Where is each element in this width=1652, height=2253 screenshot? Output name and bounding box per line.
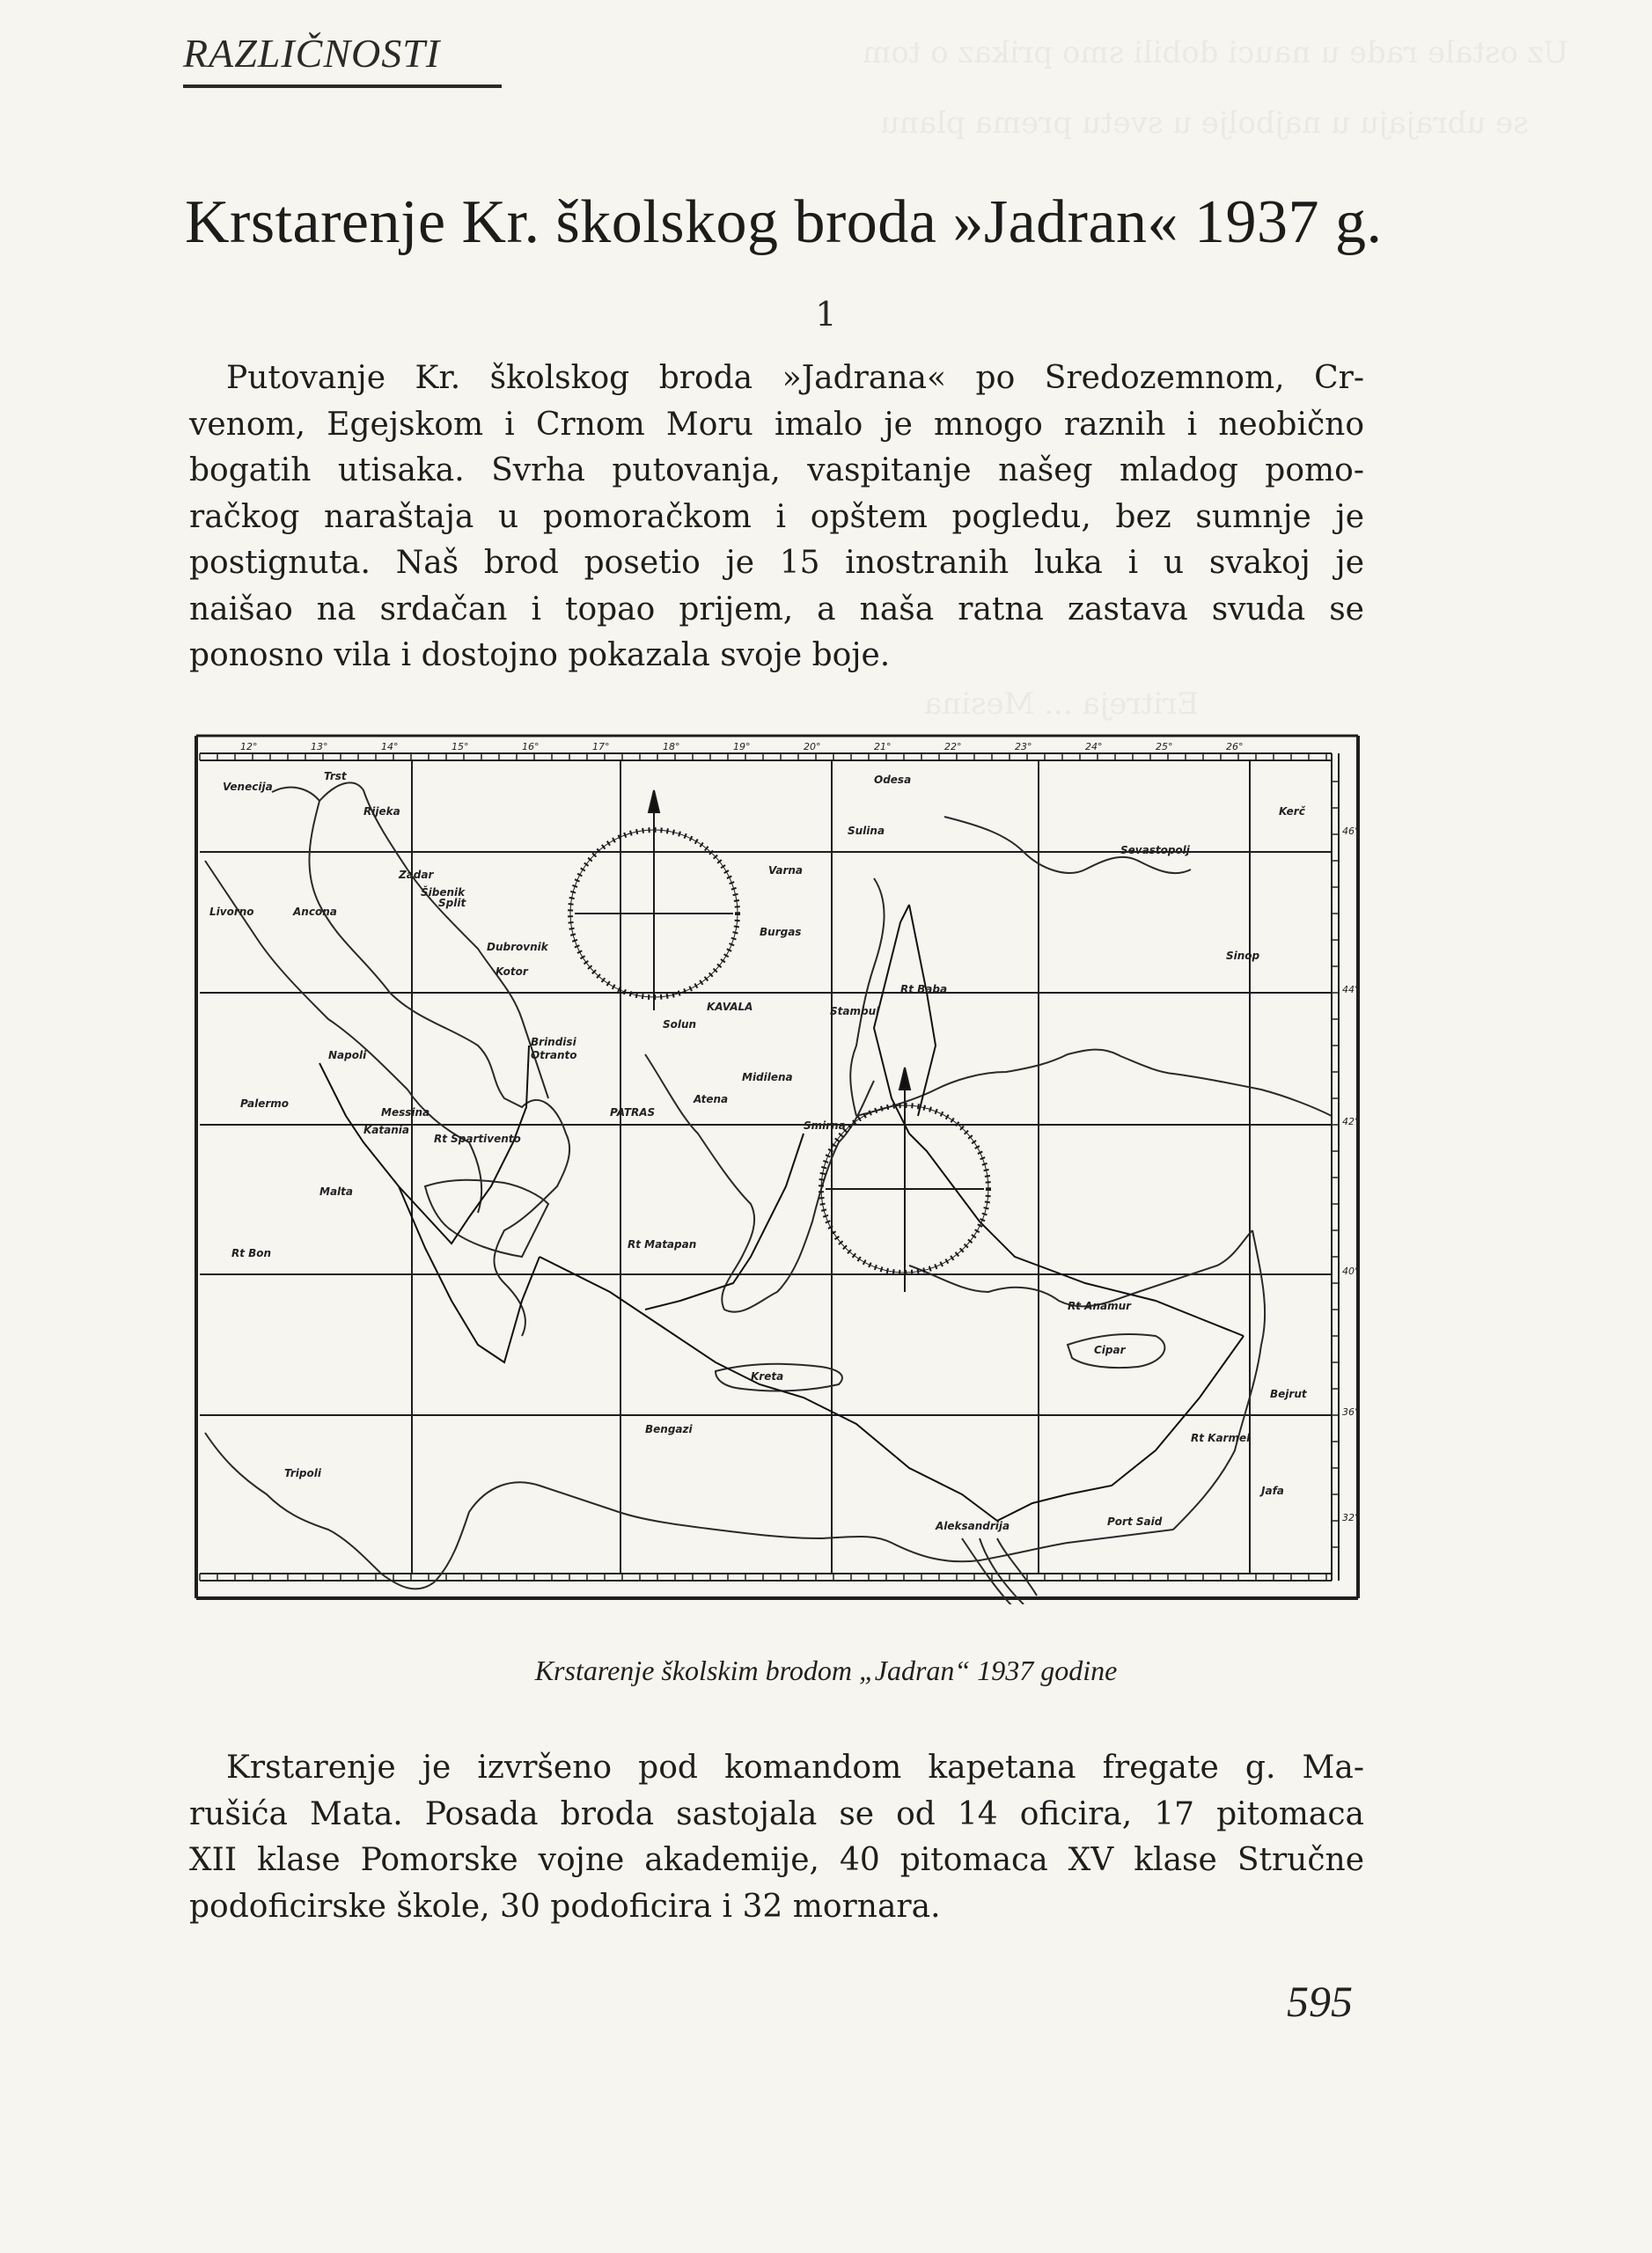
map-label: Venecija bbox=[223, 781, 273, 793]
map-label: Burgas bbox=[760, 926, 802, 938]
map-label: Rijeka bbox=[363, 805, 400, 818]
map-label: Atena bbox=[694, 1093, 729, 1105]
svg-text:13°: 13° bbox=[311, 741, 328, 752]
map-label: Rt Karmel bbox=[1191, 1432, 1251, 1444]
map-label: Rt Bon bbox=[231, 1247, 272, 1259]
svg-text:22°: 22° bbox=[944, 741, 962, 752]
text-line: Krstarenje je izvršeno pod komandom kapetana fregate g. Ma- bbox=[226, 1750, 1364, 1786]
map-label: Rt Baba bbox=[900, 983, 948, 995]
map-label: Sevastopolj bbox=[1120, 844, 1190, 856]
svg-text:17°: 17° bbox=[592, 741, 610, 752]
svg-text:15°: 15° bbox=[452, 741, 469, 752]
map-label: Split bbox=[438, 897, 466, 909]
page-number: 595 bbox=[1287, 1977, 1353, 2026]
svg-text:44°: 44° bbox=[1342, 984, 1360, 995]
svg-text:21°: 21° bbox=[874, 741, 892, 752]
map-label: Aleksandrija bbox=[936, 1520, 1010, 1532]
bleed-through-text bbox=[924, 686, 1199, 722]
text-line: podoficirske škole, 30 podoficira i 32 mornara. bbox=[189, 1888, 941, 1925]
svg-text:26°: 26° bbox=[1226, 741, 1244, 752]
map-label: Brindisi bbox=[531, 1036, 576, 1048]
map-label: Odesa bbox=[874, 774, 912, 786]
svg-text:20°: 20° bbox=[804, 741, 821, 752]
svg-text:46°: 46° bbox=[1342, 826, 1360, 837]
svg-text:25°: 25° bbox=[1156, 741, 1173, 752]
map-label: Dubrovnik bbox=[487, 941, 548, 953]
map-label: Palermo bbox=[240, 1097, 290, 1110]
map-label: Cipar bbox=[1094, 1344, 1126, 1356]
map-label: Rt Anamur bbox=[1068, 1300, 1132, 1312]
bleed-through-text bbox=[880, 106, 1529, 141]
map-label: Solun bbox=[663, 1018, 697, 1031]
map-label: Napoli bbox=[328, 1049, 367, 1061]
figure-caption: Krstarenje školskim brodom „Jadran“ 1937 godine bbox=[534, 1655, 1118, 1686]
map-label: Zadar bbox=[399, 869, 434, 881]
svg-text:24°: 24° bbox=[1085, 741, 1103, 752]
text-line: račkog naraštaja u pomoračkom i opštem pogledu, bez sumnje je bbox=[189, 498, 1364, 535]
svg-text:14°: 14° bbox=[381, 741, 399, 752]
map-label: Sinop bbox=[1226, 950, 1260, 962]
article-title: Krstarenje Kr. školskog broda »Jadran« 1937 g. bbox=[185, 188, 1383, 256]
section-header-underline bbox=[183, 84, 502, 88]
map-label: Malta bbox=[319, 1185, 353, 1198]
map-label: Bengazi bbox=[645, 1423, 693, 1435]
map-label: Port Said bbox=[1107, 1515, 1163, 1528]
svg-text:23°: 23° bbox=[1015, 741, 1032, 752]
route-map-figure bbox=[187, 729, 1363, 1604]
svg-text:12°: 12° bbox=[240, 741, 258, 752]
map-label: Messina bbox=[381, 1106, 430, 1119]
svg-text:40°: 40° bbox=[1342, 1266, 1360, 1277]
map-label: Katania bbox=[363, 1124, 409, 1136]
map-label: Sulina bbox=[848, 825, 885, 837]
map-label: Tripoli bbox=[284, 1467, 321, 1479]
map-label: Kerč bbox=[1279, 805, 1305, 818]
map-label: Trst bbox=[324, 770, 347, 782]
section-header: RAZLIČNOSTI bbox=[183, 31, 441, 76]
svg-text:32°: 32° bbox=[1342, 1512, 1360, 1523]
text-line: postignuta. Naš brod posetio je 15 inostranih luka i u svakoj je bbox=[189, 545, 1364, 581]
part-number: 1 bbox=[815, 295, 837, 334]
text-line: naišao na srdačan i topao prijem, a naša ratna zastava svuda se bbox=[189, 591, 1364, 627]
route-map bbox=[187, 729, 1363, 1604]
paragraph-crew bbox=[189, 1745, 1364, 1930]
text-line: Putovanje Kr. školskog broda »Jadrana« po Sredozemnom, Cr- bbox=[226, 360, 1364, 396]
text-line: XII klase Pomorske vojne akademije, 40 pitomaca XV klase Stručne bbox=[189, 1842, 1364, 1878]
map-label: Varna bbox=[768, 864, 804, 877]
map-label: Rt Matapan bbox=[628, 1238, 697, 1251]
map-label: KAVALA bbox=[707, 1001, 753, 1013]
map-label: Šibenik bbox=[421, 886, 466, 899]
text-line: bogatih utisaka. Svrha putovanja, vaspitanje našeg mladog pomo- bbox=[189, 452, 1364, 488]
text-line: venom, Egejskom i Crnom Moru imalo je mnogo raznih i neobično bbox=[189, 406, 1364, 443]
map-label: Ancona bbox=[293, 906, 337, 918]
map-label: Livorno bbox=[209, 906, 254, 918]
map-label: PATRAS bbox=[610, 1106, 656, 1119]
map-label: Rt Spartivento bbox=[434, 1133, 521, 1145]
map-label: Midilena bbox=[742, 1071, 793, 1083]
text-line: rušića Mata. Posada broda sastojala se od 14 oficira, 17 pitomaca bbox=[189, 1795, 1364, 1832]
svg-text:19°: 19° bbox=[733, 741, 751, 752]
svg-text:36°: 36° bbox=[1342, 1406, 1360, 1418]
svg-text:16°: 16° bbox=[522, 741, 540, 752]
map-label: Bejrut bbox=[1270, 1388, 1307, 1400]
svg-text:42°: 42° bbox=[1342, 1116, 1360, 1127]
paragraph-intro bbox=[189, 356, 1364, 679]
bleed-through-text bbox=[863, 35, 1568, 70]
map-label: Kreta bbox=[751, 1370, 784, 1383]
map-label: Kotor bbox=[496, 965, 528, 978]
svg-text:18°: 18° bbox=[663, 741, 680, 752]
map-label: Jafa bbox=[1261, 1485, 1284, 1497]
text-line: ponosno vila i dostojno pokazala svoje boje. bbox=[189, 637, 891, 673]
map-label: Otranto bbox=[531, 1049, 577, 1061]
map-label: Smirna bbox=[804, 1119, 846, 1132]
map-label: Stambul bbox=[830, 1005, 880, 1017]
